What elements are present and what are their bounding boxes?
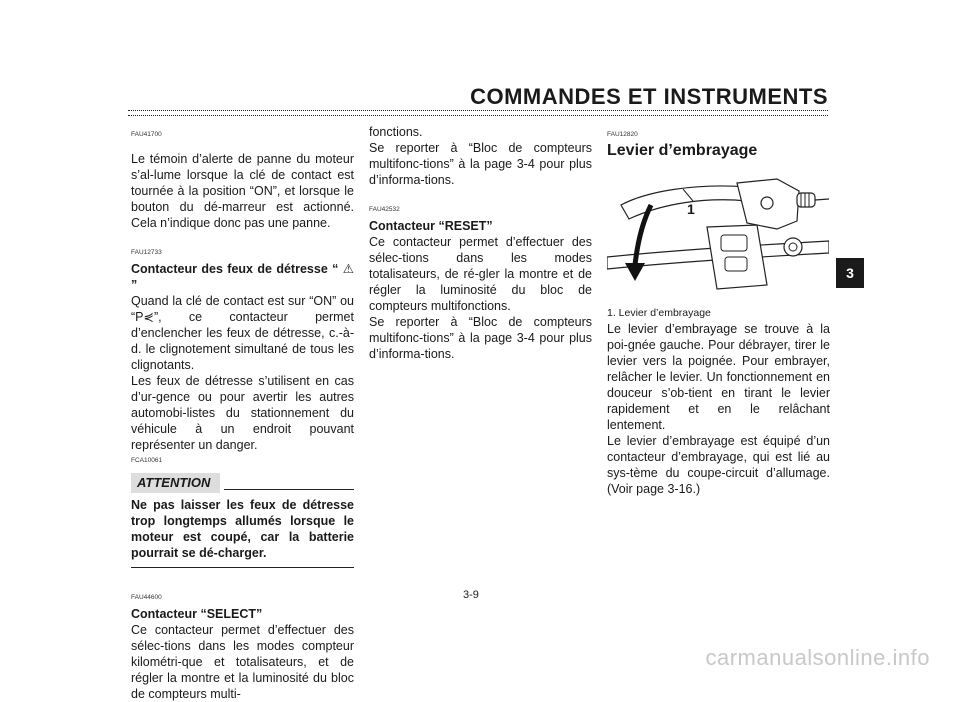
clutch-paragraph-1: Le levier d’embrayage se trouve à la poi-gnée gauche. Pour débrayer, tirer le levier vers la poignée. Pour embrayer, relâcher le levier. Un fonctionnement en douceur s’ob-tient en tirant le levier rapidement et en le relâchant lentement. <box>607 322 830 432</box>
clutch-heading: Levier d’embrayage <box>607 142 758 159</box>
attention-rule <box>224 489 354 490</box>
clutch-lever-figure <box>607 165 829 305</box>
see-also-paragraph: Se reporter à “Bloc de compteurs multifonc-tions” à la page 3-4 pour plus d’informa-tions. <box>369 141 592 187</box>
hazard-paragraph-1: Quand la clé de contact est sur “ON” ou “P⋞”, ce contacteur permet d’enclencher les feux de détresse, c.-à-d. le clignotement simultané de tous les clignotants. <box>131 294 354 372</box>
figure-callout-1: 1 <box>687 201 695 217</box>
ref-code: FAU12820 <box>607 131 638 138</box>
attention-header <box>131 473 354 493</box>
hazard-paragraph-2: Les feux de détresse s’utilisent en cas d’ur-gence ou pour avertir les autres automobi-listes du stationnement du véhicule à un endroit pouvant représenter un danger. <box>131 374 354 452</box>
figure-caption: 1. Levier d’embrayage <box>607 307 711 319</box>
column-2 <box>369 124 592 362</box>
column-3 <box>607 127 830 497</box>
ref-code: FCA10061 <box>131 457 163 464</box>
hazard-heading: Contacteur des feux de détresse “ ⚠ ” <box>131 262 354 292</box>
select-paragraph: Ce contacteur permet d’effectuer des sélec-tions dans les modes compteur kilométri-que et totalisateurs, et de régler la montre et la luminosité du bloc de compteurs multi- <box>131 623 354 701</box>
attention-label: ATTENTION <box>131 473 220 493</box>
clutch-lever-illustration <box>607 165 829 305</box>
page-header-title: COMMANDES ET INSTRUMENTS <box>470 84 828 109</box>
select-heading: Contacteur “SELECT” <box>131 607 263 621</box>
clutch-paragraph-2: Le levier d’embrayage est équipé d’un contacteur d’embrayage, qui est lié au sys-tème du coupe-circuit d’allumage. (Voir page 3-16.) <box>607 434 830 496</box>
page-number: 3-9 <box>463 589 479 601</box>
reset-heading: Contacteur “RESET” <box>369 219 493 233</box>
reset-paragraph-2: Se reporter à “Bloc de compteurs multifonc-tions” à la page 3-4 pour plus d’informa-tions. <box>369 315 592 361</box>
attention-text: Ne pas laisser les feux de détresse trop longtemps allumés lorsque le moteur est coupé, car la batterie pourrait se dé-charger. <box>131 498 354 560</box>
reset-paragraph-1: Ce contacteur permet d’effectuer des sélec-tions dans les modes totalisateurs, de ré-gler la montre et de régler la luminosité du bloc de compteurs multifonctions. <box>369 235 592 313</box>
ref-code: FAU42532 <box>369 206 400 213</box>
continuation-paragraph: fonctions. <box>369 125 423 139</box>
chapter-tab: 3 <box>836 258 864 288</box>
watermark: carmanualsonline.info <box>705 645 930 670</box>
ref-code: FAU44600 <box>131 594 162 601</box>
ref-code: FAU12733 <box>131 249 162 256</box>
ref-code: FAU41700 <box>131 131 162 138</box>
header-rule <box>128 110 828 116</box>
column-1 <box>131 127 354 702</box>
engine-warning-paragraph: Le témoin d’alerte de panne du moteur s’al-lume lorsque la clé de contact est tournée à la position “ON”, et lorsque le bouton du dé-marreur est actionné. Cela n’indique donc pas une panne. <box>131 152 354 230</box>
